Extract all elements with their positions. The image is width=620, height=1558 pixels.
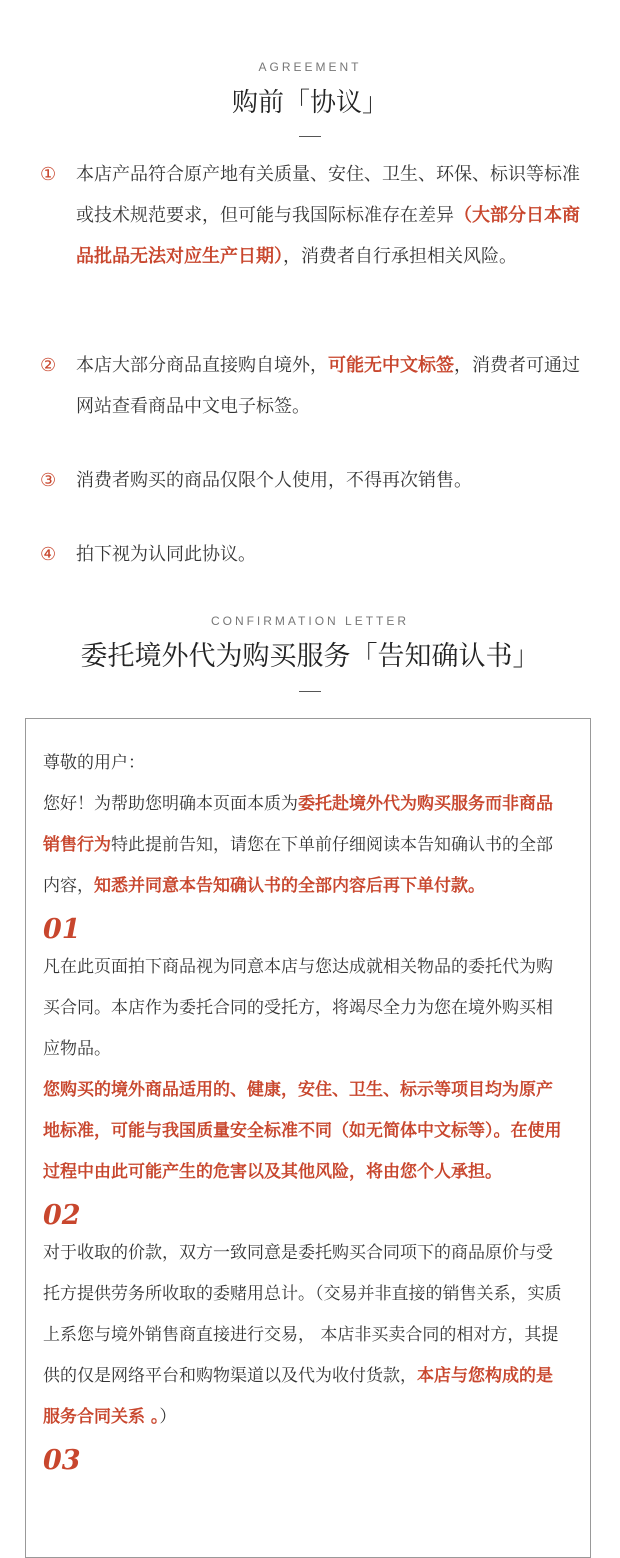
agreement-divider <box>299 136 321 137</box>
agreement-item-number: ① <box>40 164 57 185</box>
letter-greeting: 尊敬的用户： <box>43 753 145 773</box>
agreement-title: 购前「协议」 <box>231 88 388 118</box>
agreement-item-text-part: ，消费者可通过网站查看商品中文电子标签。 <box>76 355 580 417</box>
letter-intro-text: 您好！为帮助您明确本页面本质为 <box>43 794 298 814</box>
confirmation-letter-box <box>25 718 591 1558</box>
agreement-item-text-part: 本店产品符合原产地有关质量、安住、卫生、环保、标识等标准或技术规范要求，但可能与我国际标准存在差异 <box>76 164 580 226</box>
agreement-item-4 <box>40 534 580 575</box>
agreement-item-text <box>76 460 580 501</box>
agreement-item-text <box>76 154 580 277</box>
agreement-item-text <box>76 534 580 575</box>
agreement-item-2 <box>40 345 580 427</box>
agreement-item-text <box>76 345 580 427</box>
letter-section-text <box>43 1233 568 1438</box>
agreement-item-text-part: 本店大部分商品直接购自境外， <box>76 355 328 376</box>
letter-section-highlight: 本店与您构成的是服务合同关系 。 <box>43 1366 553 1427</box>
agreement-item-number: ③ <box>40 470 57 491</box>
letter-section-text-part: ） <box>159 1407 177 1427</box>
agreement-header <box>0 60 620 137</box>
agreement-item-highlight: 可能无中文标签 <box>328 355 454 376</box>
agreement-item-number: ② <box>40 355 57 376</box>
agreement-item-number: ④ <box>40 544 57 565</box>
letter-section-number: 03 <box>43 1445 81 1476</box>
letter-intro <box>43 784 568 907</box>
letter-section-warning: 您购买的境外商品适用的、健康，安住、卫生、标示等项目均为原产地标准，可能与我国质量安全标准不同（如无简体中文标等）。在使用过程中由此可能产生的危害以及其他风险，将由您个人承担。 <box>43 1080 562 1182</box>
letter-intro-highlight: 委托赴境外代为购买服务而非商品销售行为 <box>43 794 553 855</box>
agreement-item-text-part: 消费者购买的商品仅限个人使用，不得再次销售。 <box>76 470 472 491</box>
letter-intro-text: 特此提前告知，请您在下单前仔细阅读本告知确认书的全部内容， <box>43 835 553 896</box>
agreement-item-text-part: ，消费者自行承担相关风险。 <box>283 246 517 267</box>
confirmation-title: 委托境外代为购买服务「告知确认书」 <box>80 641 540 672</box>
agreement-item-1 <box>40 154 580 277</box>
letter-intro-highlight: 知悉并同意本告知确认书的全部内容后再下单付款。 <box>94 876 485 896</box>
agreement-item-highlight: （大部分日本商品批品无法对应生产日期） <box>76 205 580 267</box>
letter-section-number: 02 <box>43 1200 81 1231</box>
confirmation-header <box>0 614 620 692</box>
letter-section-text-part: 对于收取的价款，双方一致同意是委托购买合同项下的商品原价与受托方提供劳务所收取的委赌用总计。（交易并非直接的销售关系，实质上系您与境外销售商直接进行交易， 本店非买卖合同的相对方，其提供的仅是网络平台和购物渠道以及代为收付货款， <box>43 1243 562 1386</box>
confirmation-eyebrow: CONFIRMATION LETTER <box>210 614 410 628</box>
letter-section-number: 01 <box>43 914 81 945</box>
letter-section-text: 凡在此页面拍下商品视为同意本店与您达成就相关物品的委托代为购买合同。本店作为委托合同的受托方，将竭尽全力为您在境外购买相应物品。 <box>43 957 553 1059</box>
agreement-item-3 <box>40 460 580 501</box>
agreement-item-text-part: 拍下视为认同此协议。 <box>76 544 256 565</box>
confirmation-divider <box>299 691 321 692</box>
agreement-eyebrow: AGREEMENT <box>258 60 362 74</box>
